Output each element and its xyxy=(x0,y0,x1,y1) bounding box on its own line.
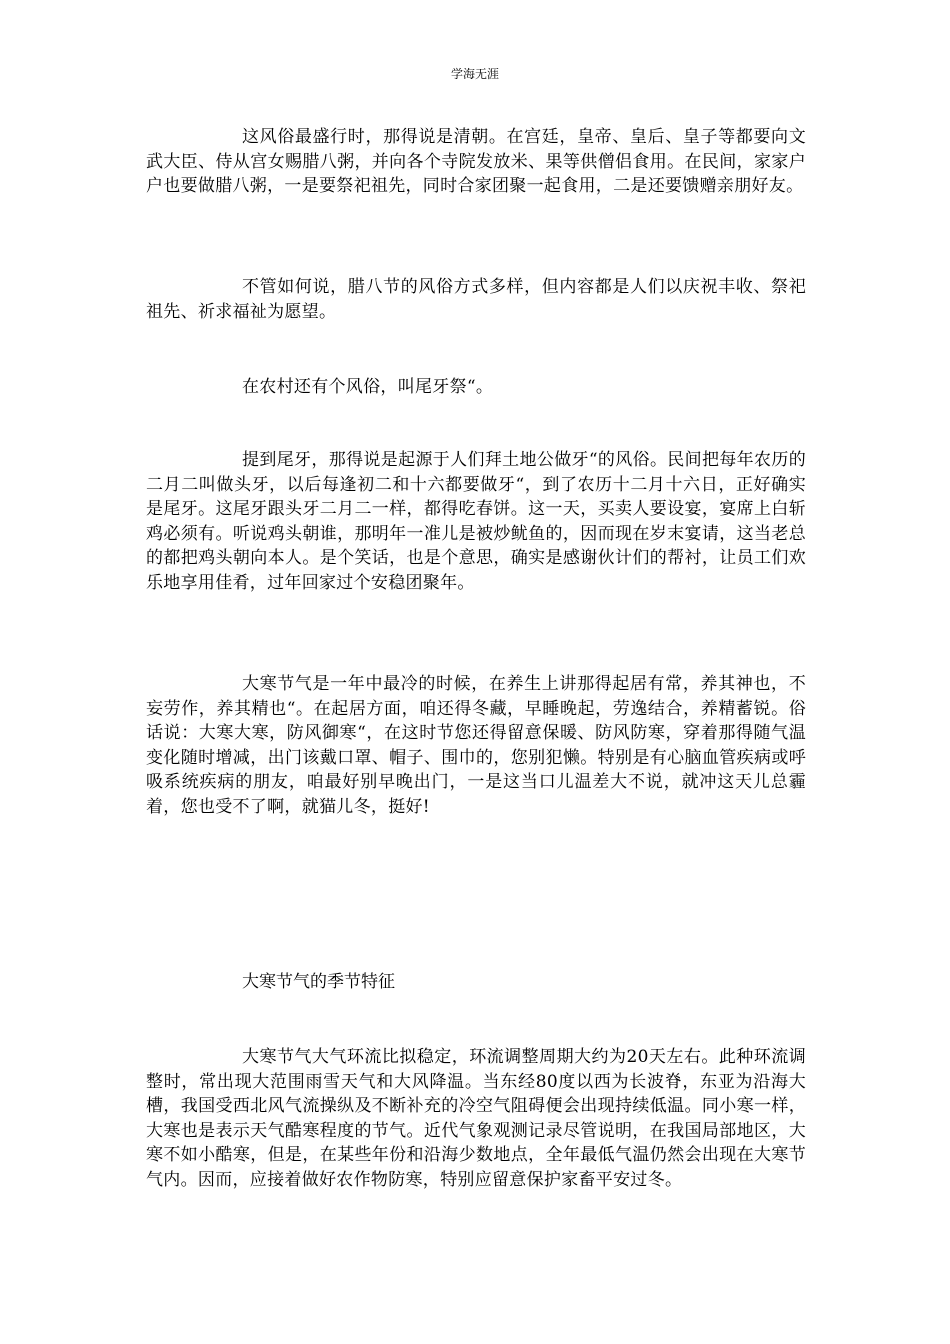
paragraph-weiya-origin: 提到尾牙，那得说是起源于人们拜土地公做牙“的风俗。民间把每年农历的二月二叫做头牙，以后每逢初二和十六都要做牙“，到了农历十二月十六日，正好确实是尾牙。这尾牙跟头牙二月二一样，都得吃春饼。这一天，买卖人要设宴，宴席上白斩鸡必须有。听说鸡头朝谁，那明年一准儿是被炒鱿鱼的，因而现在岁末宴请，这当老总的都把鸡头朝向本人。是个笑话，也是个意思，确实是感谢伙计们的帮衬，让员工们欢乐地享用佳肴，过年回家过个安稳团聚年。 xyxy=(146,450,806,593)
paragraph-weiya-intro: 在农村还有个风俗，叫尾牙祭“。 xyxy=(242,377,494,397)
paragraph-dahan-climate: 大寒节气大气环流比拟稳定，环流调整周期大约为20天左右。此种环流调整时，常出现大范围雨雪天气和大风降温。当东经80度以西为长波脊，东亚为沿海大槽，我国受西北风气流操纵及不断补充的冷空气阻碍便会出现持续低温。同小寒一样，大寒也是表示天气酷寒程度的节气。近代气象观测记录尽管说明，在我国局部地区，大寒不如小酷寒，但是，在某些年份和沿海少数地点，全年最低气温仍然会出现在大寒节气内。因而，应接着做好农作物防寒，特别应留意保护家畜平安过冬。 xyxy=(146,1047,806,1190)
paragraph-qing-dynasty-custom: 这风俗最盛行时，那得说是清朝。在宫廷，皇帝、皇后、皇子等都要向文武大臣、侍从宫女赐腊八粥，并向各个寺院发放米、果等供僧侣食用。在民间，家家户户也要做腊八粥，一是要祭祀祖先，同时合家团聚一起食用，二是还要馈赠亲朋好友。 xyxy=(146,127,806,196)
paragraph-laba-summary: 不管如何说，腊八节的风俗方式多样，但内容都是人们以庆祝丰收、祭祀祖先、祈求福祉为愿望。 xyxy=(146,277,806,322)
page-header: 学海无涯 xyxy=(450,67,499,81)
paragraph-dahan-health: 大寒节气是一年中最冷的时候，在养生上讲那得起居有常，养其神也，不妄劳作，养其精也“。在起居方面，咱还得冬藏，早睡晚起，劳逸结合，养精蓄锐。俗话说：大寒大寒，防风御寒“，在这时节您还得留意保暖、防风防寒，穿着那得随气温变化随时增减，出门该戴口罩、帽子、围巾的，您别犯懒。特别是有心脑血管疾病或呼吸系统疾病的朋友，咱最好别早晚出门，一是这当口儿温差大不说，就冲这天儿总霾着，您也受不了啊，就猫儿冬，挺好! xyxy=(146,674,806,817)
section-heading: 大寒节气的季节特征 xyxy=(242,972,395,992)
